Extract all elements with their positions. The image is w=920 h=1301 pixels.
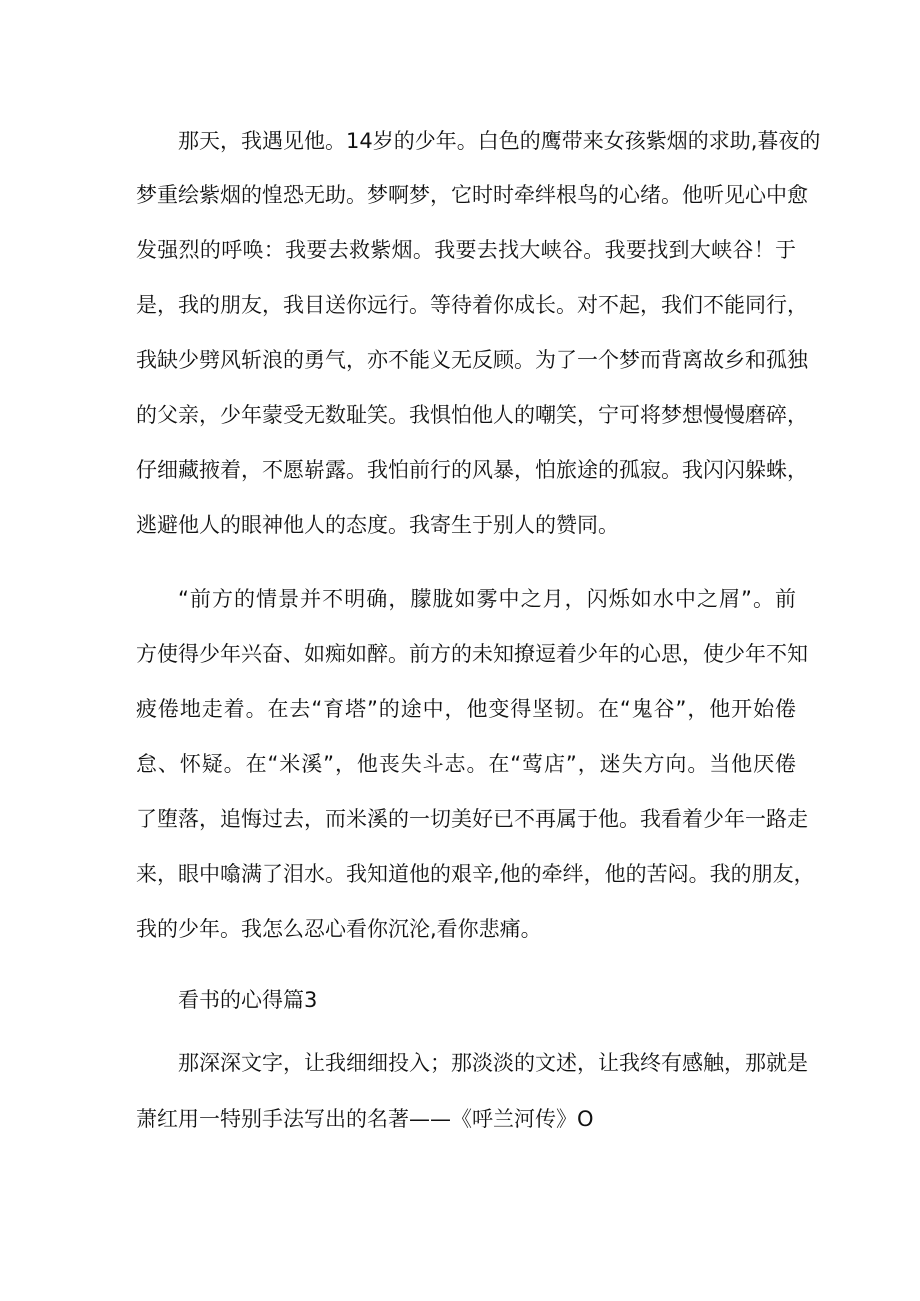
- paragraph-1-line-3: 发强烈的呼唤：我要去救紫烟。我要去找大峡谷。我要找到大峡谷！于: [136, 238, 796, 262]
- paragraph-2-line-5: 了堕落，追悔过去，而米溪的一切美好已不再属于他。我看着少年一路走: [136, 807, 808, 831]
- paragraph-2-line-4: 怠、怀疑。在“米溪”，他丧失斗志。在“莺店”，迷失方向。当他厌倦: [136, 752, 796, 776]
- paragraph-3-line-2: 萧红用一特别手法写出的名著——《呼兰河传》O: [136, 1107, 594, 1131]
- paragraph-2-line-6: 来，眼中噏满了泪水。我知道他的艰辛,他的牵绊，他的苦闷。我的朋友，: [136, 862, 815, 886]
- paragraph-1-line-4: 是，我的朋友，我目送你远行。等待着你成长。对不起，我们不能同行，: [136, 293, 808, 317]
- paragraph-1-line-1: 那天，我遇见他。14岁的少年。白色的鹰带来女孩紫烟的求助,暮夜的: [178, 129, 821, 153]
- paragraph-1-line-6: 的父亲，少年蒙受无数耻笑。我惧怕他人的嘲笑，宁可将梦想慢慢磨碎，: [136, 403, 808, 427]
- paragraph-2-line-7: 我的少年。我怎么忍心看你沉沦,看你悲痛。: [136, 917, 542, 941]
- paragraph-1-line-5: 我缺少劈风斩浪的勇气，亦不能义无反顾。为了一个梦而背离故乡和孤独: [136, 348, 808, 372]
- paragraph-2-line-3: 疲倦地走着。在去“育塔”的途中，他变得坚韧。在“鬼谷”，他开始倦: [136, 697, 796, 721]
- paragraph-2-line-2: 方使得少年兴奋、如痴如醉。前方的未知撩逗着少年的心思，使少年不知: [136, 642, 808, 666]
- paragraph-1-line-7: 仔细藏掖着，不愿崭露。我怕前行的风暴，怕旅途的孤寂。我闪闪躲蛛，: [136, 458, 808, 482]
- paragraph-1-line-2: 梦重绘紫烟的惶恐无助。梦啊梦，它时时牵绊根鸟的心绪。他听见心中愈: [136, 183, 808, 207]
- paragraph-1-line-8: 逃避他人的眼神他人的态度。我寄生于别人的赞同。: [136, 513, 619, 537]
- paragraph-3-line-1: 那深深文字，让我细细投入；那淡淡的文述，让我终有感触，那就是: [178, 1051, 808, 1075]
- section-heading: 看书的心得篇3: [178, 988, 318, 1012]
- paragraph-2-line-1: “前方的情景并不明确，朦胧如雾中之月，闪烁如水中之屑”。前: [178, 587, 796, 611]
